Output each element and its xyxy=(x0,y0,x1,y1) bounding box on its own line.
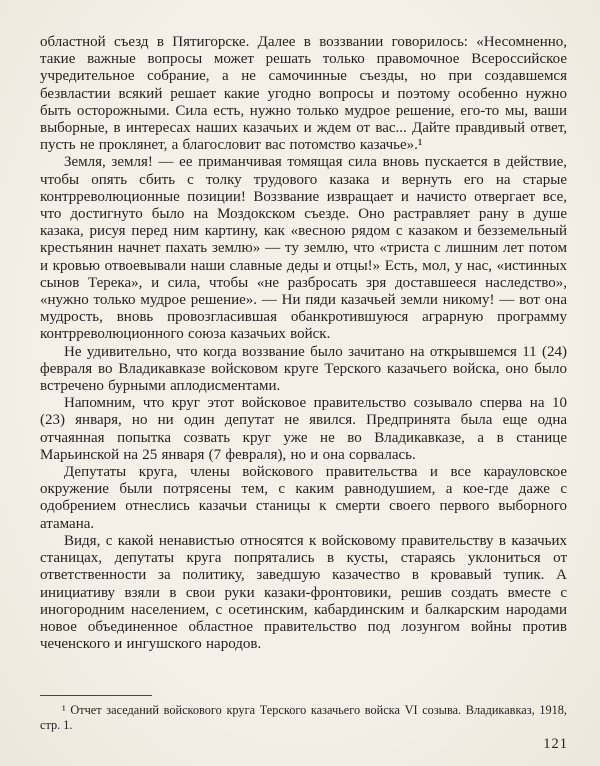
paragraph: Земля, земля! — ее приманчивая томящая сила вновь пускается в действие, чтобы опять сбить с толку трудового казака и вернуть его на старые контрреволюционные позиции! Воззвание извращает и начисто отвергает все, что достигнуто было на Моздокском съезде. Оно растравляет рану в душе казака, рисуя перед ним картину, как «весною рядом с казаком и безземельный крестьянин начнет пахать землю» — ту землю, что «триста с лишним лет потом и кровью отвоевывали наши славные деды и отцы!» Есть, мол, у нас, «истинных сынов Терека», и сила, чтобы «не разбросать зря доставшееся наследство», «нужно только мудрое решение». — Ни пяди казачьей земли никому! — вот она мудрость, вновь провозгласившая обанкротившуюся аграрную программу контрреволюционного союза казачьих войск. xyxy=(40,154,567,343)
body-text xyxy=(40,34,567,653)
page-number: 121 xyxy=(543,736,568,752)
paragraph: Депутаты круга, члены войскового правительства и все карауловское окружение были потрясены тем, с каким равнодушием, а кое-где даже с одобрением отнеслись казачьи станицы к смерти своего первого выборного атамана. xyxy=(40,464,567,532)
paragraph: областной съезд в Пятигорске. Далее в воззвании говорилось: «Несомненно, такие важные вопросы может решать только правомочное Всероссийское учредительное собрание, а не самочинные съезды, но при создавшемся безвластии всякий решает какие угодно вопросы и поэтому особенно нужно быть осторожными. Сила есть, нужно только мудрое решение, его-то мы, ваши выборные, в интересах наших казачьих и ждем от вас... Дайте правдивый ответ, пусть не проклянет, а благословит вас потомство казачье».¹ xyxy=(40,34,567,154)
footnote-text: ¹ Отчет заседаний войскового круга Терского казачьего войска VI созыва. Владикавказ, 1918, стр. 1. xyxy=(40,703,567,732)
paragraph: Не удивительно, что когда воззвание было зачитано на открывшемся 11 (24) февраля во Владикавказе войсковом круге Терского казачьего войска, оно было встречено бурными аплодисментами. xyxy=(40,343,567,395)
footnote-divider xyxy=(40,695,152,696)
paragraph: Напомним, что круг этот войсковое правительство созывало сперва на 10 (23) января, но ни один депутат не явился. Предпринята была еще одна отчаянная попытка созвать круг уже не во Владикавказе, а в станице Марьинской на 25 января (7 февраля), но и она сорвалась. xyxy=(40,395,567,463)
paragraph: Видя, с какой ненавистью относятся к войсковому правительству в казачьих станицах, депутаты круга попрятались в кусты, стараясь уклониться от ответственности за политику, заведшую казачество в кровавый тупик. А инициативу взяли в свои руки казаки-фронтовики, решив создать вместе с иногородним населением, с осетинским, кабардинским и балкарским народами новое объединенное областное правительство под лозунгом войны против чеченского и ингушского народов. xyxy=(40,532,567,653)
footnote-area xyxy=(40,695,567,732)
